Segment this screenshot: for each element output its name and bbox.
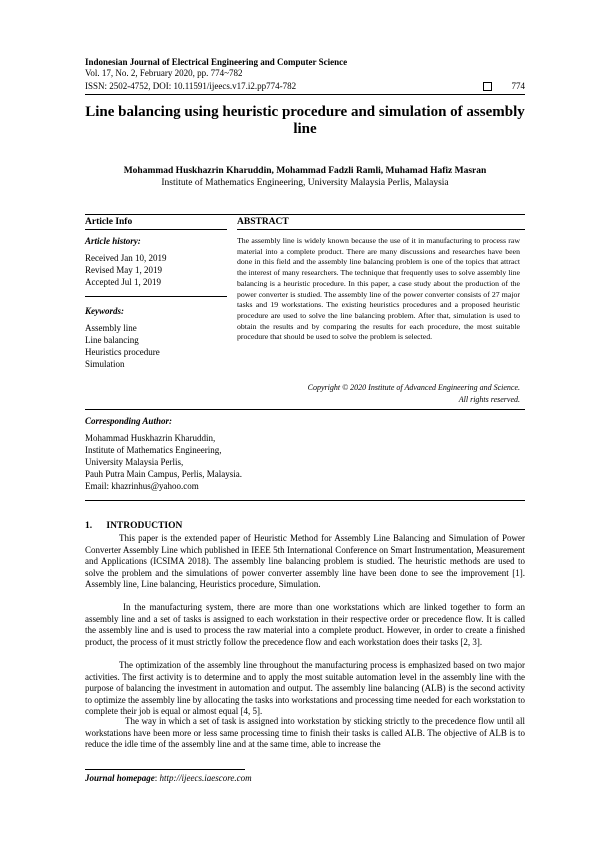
journal-volume: Vol. 17, No. 2, February 2020, pp. 774~782 [85,68,243,78]
corresponding-line: Institute of Mathematics Engineering, [85,445,222,455]
paper-authors: Mohammad Huskhazrin Kharuddin, Mohammad Fadzli Ramli, Muhamad Hafiz Masran [123,166,487,176]
keywords-rule [85,296,227,297]
body-paragraph: This paper is the extended paper of Heuristic Method for Assembly Line Balancing and Simulation of Power Converter Assembly Line which published in IEEE 5th International Conference on Smart Instrumentation, Measurement and Applications (ICSIMA 2018). The assembly line balancing problem is studied. The heuristic methods are used to solve the problem and the simulations of power converter assembly line have been done to see the improvement [1]. Assembly line, Line balancing, Heuristics procedure, Simulation. [85,533,525,589]
header-rule [85,94,525,95]
corresponding-line: Mohammad Huskhazrin Kharuddin, [85,433,216,443]
journal-name: Indonesian Journal of Electrical Engineering and Computer Science [85,57,348,67]
rights-line: All rights reserved. [458,395,520,404]
paper-affiliation: Institute of Mathematics Engineering, University Malaysia Perlis, Malaysia [161,178,449,188]
body-paragraph: The way in which a set of task is assigned into workstation by sticking strictly to the precedence flow until all workstations have been more or less same processing time to finish their tasks is called ALB. The objective of ALB is to reduce the idle time of the assembly line and at the same time, able to increase the [85,716,525,749]
keyword-item: Line balancing [85,335,139,345]
keyword-item: Heuristics procedure [85,347,160,357]
corresponding-author-label: Corresponding Author: [85,416,172,426]
square-icon [483,82,492,91]
keyword-item: Assembly line [85,323,137,333]
abstract-sub-rule [237,229,525,230]
homepage-label: Journal homepage [85,773,155,783]
corresponding-rule [85,409,525,410]
keyword-item: Simulation [85,359,125,369]
corresponding-line: Pauh Putra Main Campus, Perlis, Malaysia. [85,469,242,479]
body-paragraph: In the manufacturing system, there are more than one workstations which are linked together to form an assembly line and a set of tasks is assigned to each workstation in their respective order or precedence flow. It is called the assembly line and is used to process the raw material into a complete product. However, in order to create a finished product, the process of it must strictly follow the precedence flow and each workstation does their tasks [2, 3]. [85,602,525,647]
corresponding-line: University Malaysia Perlis, [85,457,184,467]
article-history-label: Article history: [85,236,141,246]
keywords-label: Keywords: [85,306,124,316]
homepage-link[interactable]: http://ijeecs.iaescore.com [159,773,252,783]
received-date: Received Jan 10, 2019 [85,253,167,263]
article-info-heading: Article Info [85,217,133,227]
abstract-text: The assembly line is widely known because the use of it in manufacturing to process raw material into a complete product. There are many discussions and researches have been done in this field and the assembly line balancing problem is one of the topics that attract the interest of many researchers. The technique that frequently uses to solve assembly line balancing is a heuristic procedure. In this paper, a case study about the production of the power converter is studied. The assembly line of the power converter consists of 27 major tasks and 19 workstations. The existing heuristics procedures and a proposed heuristic procedure are used to solve the line balancing problem. After that, simulation is used to obtain the results and by comparing the results for each procedure, the most suitable procedure that should be used to solve the problem is selected. [237,236,520,342]
copyright-line: Copyright © 2020 Institute of Advanced Engineering and Science. [307,383,520,392]
footer-rule [85,769,245,770]
paper-title: Line balancing using heuristic procedure and simulation of assembly line [85,104,525,137]
revised-date: Revised May 1, 2019 [85,265,162,275]
accepted-date: Accepted Jul 1, 2019 [85,277,161,287]
page-number: 774 [511,81,525,91]
copyright-notice [237,382,520,406]
journal-homepage: Journal homepage: http://ijeecs.iaescore.com [85,773,252,783]
journal-issn-doi: ISSN: 2502-4752, DOI: 10.11591/ijeecs.v17.i2.pp774-782 [85,81,297,91]
corresponding-bottom-rule [85,500,525,501]
info-top-rule [85,214,525,215]
info-sub-rule [85,229,227,230]
section-heading-introduction: 1. INTRODUCTION [85,521,183,531]
abstract-heading: ABSTRACT [237,217,289,227]
corresponding-line: Email: khazrinhus@yahoo.com [85,481,199,491]
body-paragraph: The optimization of the assembly line throughout the manufacturing process is emphasized based on two major activities. The first activity is to determine and to apply the most suitable automation level in the assembly line with the purpose of balancing the investment in automation and output. The assembly line balancing (ALB) is the second activity to optimize the assembly line by allocating the tasks into workstations and processing time needed for each workstation to complete their job is equal or almost equal [4, 5]. [85,660,525,716]
